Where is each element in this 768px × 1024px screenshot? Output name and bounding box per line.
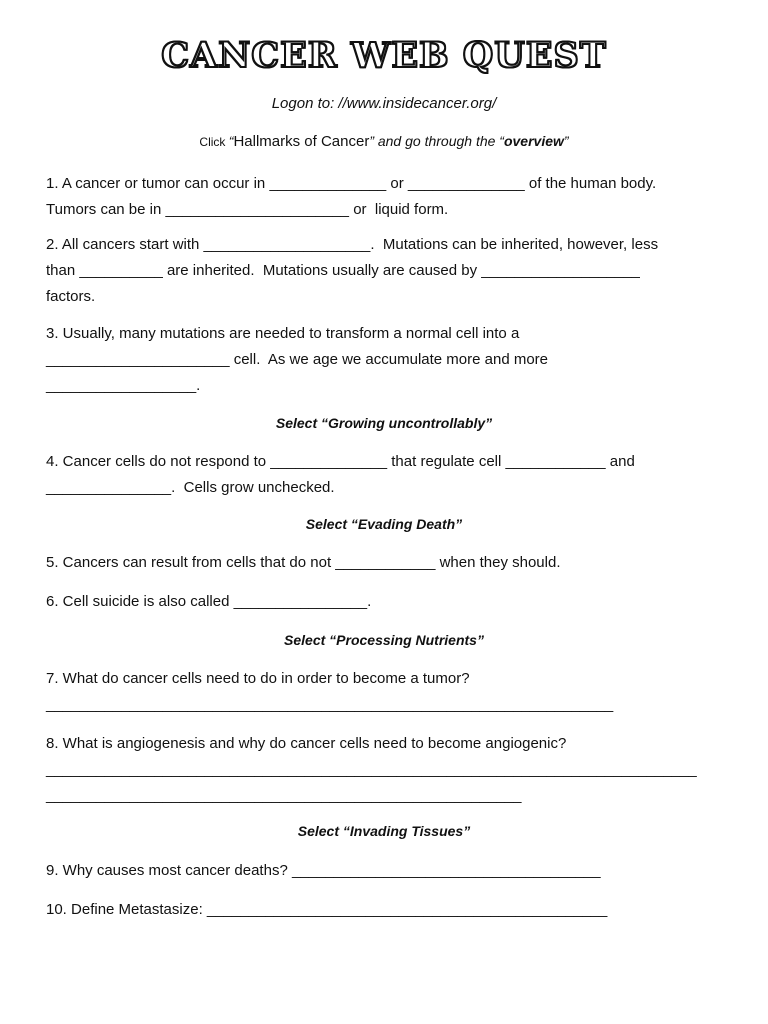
question-10: 10. Define Metastasize: ________________________________________________ [46, 901, 608, 918]
question-8: 8. What is angiogenesis and why do cancer cells need to become angiogenic? ______________________________________________________________________________ _________________________________________________________ [46, 735, 697, 804]
question-line: . A cancer or tumor can occur in ______________ or ______________ of the human body. [54, 175, 657, 192]
section-invading-tissues: Select “Invading Tissues” [297, 823, 471, 839]
click-instruction [0, 133, 768, 150]
click-word: Click [199, 135, 229, 149]
instruction-middle: ” and go through the “ [369, 133, 504, 149]
logon-instruction: Logon to: //www.insidecancer.org/ [271, 95, 497, 112]
overview-text: overview [503, 133, 564, 149]
question-line: Tumors can be in ______________________ or liquid form. [46, 201, 449, 218]
open-quote: “ [228, 133, 234, 149]
question-2: 2. All cancers start with ____________________. Mutations can be inherited, however, less than __________ are inherited. Mutations usually are caused by ___________________ factors. [46, 236, 659, 305]
question-3: 3. Usually, many mutations are needed to transform a normal cell into a ______________________ cell. As we age we accumulate more and more __________________. [46, 325, 549, 394]
question-1 [46, 171, 736, 223]
section-processing-nutrients: Select “Processing Nutrients” [284, 632, 484, 648]
question-4: 4. Cancer cells do not respond to ______________ that regulate cell ____________ and _______________. Cells grow unchecked. [46, 453, 635, 496]
close-quote: ” [563, 133, 569, 149]
question-6: 6. Cell suicide is also called ________________. [46, 593, 372, 610]
page-title: CANCER WEB QUEST [161, 35, 607, 76]
question-9: 9. Why causes most cancer deaths? _____________________________________ [46, 862, 601, 879]
section-evading-death: Select “Evading Death” [305, 516, 463, 532]
question-5: 5. Cancers can result from cells that do not ____________ when they should. [46, 554, 561, 571]
hallmarks-link-text: Hallmarks of Cancer [233, 133, 370, 150]
question-7: 7. What do cancer cells need to do in order to become a tumor? ____________________________________________________________________ [46, 670, 614, 713]
section-growing-uncontrollably: Select “Growing uncontrollably” [275, 415, 493, 431]
question-number: 1 [46, 175, 55, 192]
